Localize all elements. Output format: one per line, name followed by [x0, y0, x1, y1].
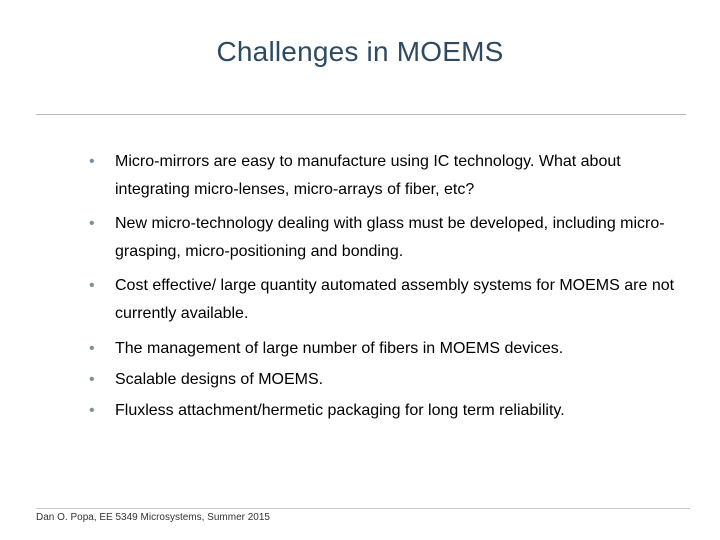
bullet-text: New micro-technology dealing with glass must be developed, including micro-grasping, micro-positioning and bonding.	[115, 215, 665, 260]
bullet-item	[84, 148, 684, 204]
bullet-dot-icon: •	[89, 277, 95, 294]
bullet-item	[84, 366, 684, 394]
bullet-dot-icon: •	[89, 340, 95, 357]
bullet-text: Scalable designs of MOEMS.	[115, 371, 324, 388]
bullet-dot-icon: •	[89, 215, 95, 232]
bullet-text: Micro-mirrors are easy to manufacture using IC technology. What about integrating micro-lenses, micro-arrays of fiber, etc?	[115, 153, 621, 198]
bullet-item	[84, 397, 684, 425]
bullet-text: Fluxless attachment/hermetic packaging for long term reliability.	[115, 402, 565, 419]
bullet-text: The management of large number of fibers in MOEMS devices.	[115, 340, 564, 357]
bullet-dot-icon: •	[89, 153, 95, 170]
bullet-item	[84, 210, 684, 266]
slide-title: Challenges in MOEMS	[216, 36, 504, 67]
bullet-list	[84, 148, 684, 425]
title-divider	[36, 114, 686, 115]
bullet-item	[84, 272, 684, 328]
footer-divider	[36, 508, 690, 509]
bullet-item	[84, 335, 684, 363]
bullet-text: Cost effective/ large quantity automated assembly systems for MOEMS are not currently available.	[115, 277, 675, 322]
bullet-dot-icon: •	[89, 371, 95, 388]
bullet-dot-icon: •	[89, 402, 95, 419]
slide-footer: Dan O. Popa, EE 5349 Microsystems, Summer 2015	[36, 512, 270, 523]
